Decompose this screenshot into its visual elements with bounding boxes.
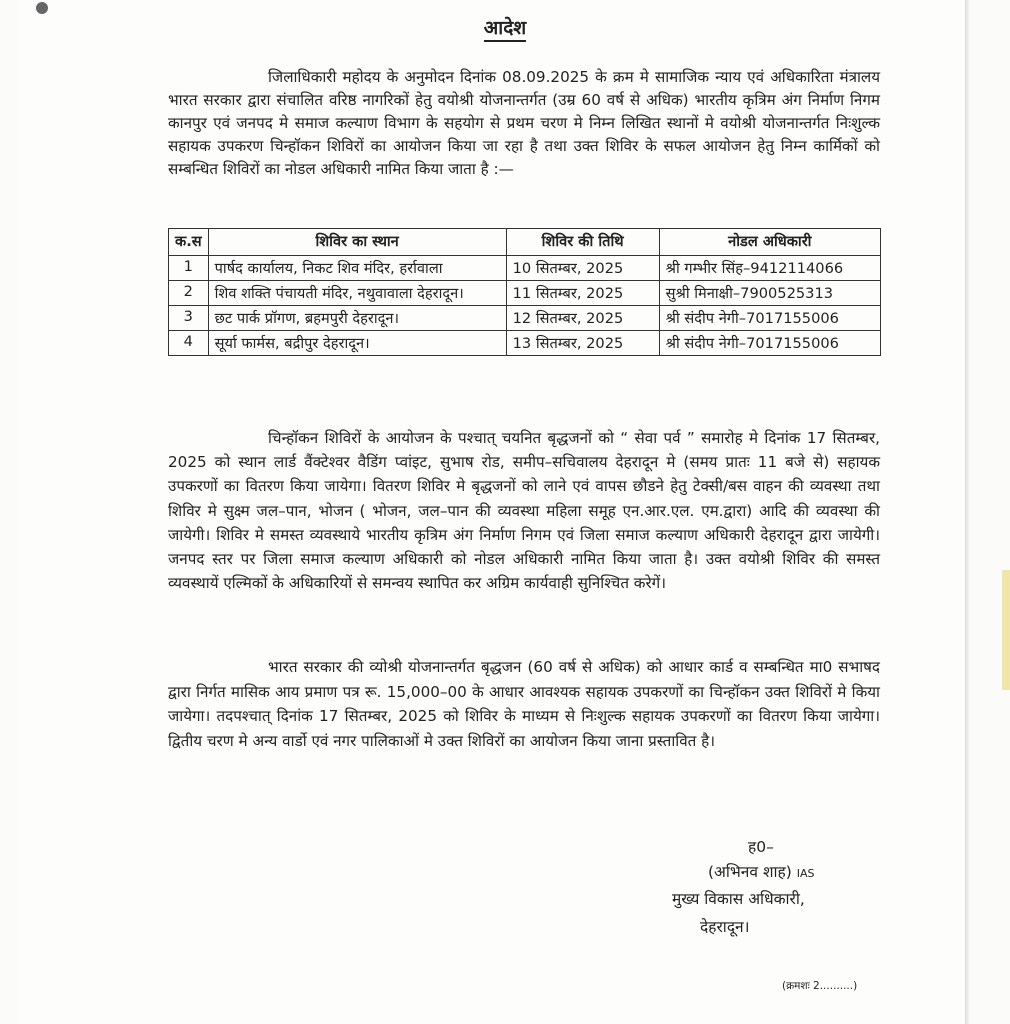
page-edge-shadow [965,0,969,1024]
signature-initial: ह0– [748,838,774,856]
table-row [169,331,881,356]
eligibility-paragraph: भारत सरकार की व्योश्री योजनान्तर्गत बृद्धजन (60 वर्ष से अधिक) को आधार कार्ड व सम्बन्धित मा0 सभाषद द्वारा निर्गत मासिक आय प्रमाण पत्र रू. 15,000–00 के आधार आवश्यक सहायक उपकरणों का चिन्हॉकन उक्त शिविरों मे किया जायेगा। तदपश्चात् दिनांक 17 सितम्बर, 2025 को शिविर के माध्यम से निःशुल्क सहायक उपकरणों का वितरण किया जायेगा। द्वितीय चरण मे अन्य वार्डो एवं नगर पालिकाओं मे उक्त शिविरों का आयोजन किया जाना प्रस्तावित है। [168,658,880,750]
signatory-designation: मुख्य विकास अधिकारी, [672,890,805,908]
cell-officer: श्री गम्भीर सिंह–9412114066 [659,256,880,281]
signatory-place: देहरादून। [700,918,750,936]
punch-hole-mark [36,2,48,14]
continuation-note: (क्रमशः 2..........) [782,980,858,992]
camp-schedule-table [168,228,881,356]
header-serial: क.स [169,229,209,256]
table-row [169,306,881,331]
signatory-suffix: IAS [796,867,815,880]
cell-serial: 4 [169,331,209,356]
signatory-name: (अभिनव शाह) IAS [708,863,815,881]
table-header-row [169,229,881,256]
cell-officer: सुश्री मिनाक्षी–7900525313 [659,281,880,306]
table-row [169,281,881,306]
cell-officer: श्री संदीप नेगी–7017155006 [659,331,880,356]
cell-serial: 3 [169,306,209,331]
cell-date: 11 सितम्बर, 2025 [506,281,659,306]
distribution-paragraph: चिन्हॉकन शिविरों के आयोजन के पश्चात् चयनित बृद्धजनों को “ सेवा पर्व ” समारोह मे दिनांक 17 सितम्बर, 2025 को स्थान लार्ड वैंक्टेश्वर वैडिंग प्वांइट, सुभाष रोड, समीप–सचिवालय देहरादून मे (समय प्रातः 11 बजे से) सहायक उपकरणों का वितरण किया जायेगा। वितरण शिविर मे बृद्धजनों को लाने एवं वापस छौडने हेतु टेक्सी/बस वाहन की व्यवस्था तथा शिविर मे सुक्ष्म जल–पान, भोजन ( भोजन, जल–पान की व्यवस्था महिला समूह एन.आर.एल. एम.द्वारा) आदि की व्यवस्था की जायेगी। शिविर मे समस्त व्यवस्थाये भारतीय कृत्रिम अंग निर्माण निगम एवं जिला समाज कल्याण अधिकारी देहरादून द्वारा जायेगी। जनपद स्तर पर जिला समाज कल्याण अधिकारी को नोडल अधिकारी नामित किया जाता है। उक्त वयोश्री शिविर की समस्त व्यवस्थायें एल्मिकों के अधिकारियों से समन्वय स्थापित कर अग्रिम कार्यवाही सुनिश्चित करेगें। [168,429,880,593]
cell-serial: 2 [169,281,209,306]
header-date: शिविर की तिथि [506,229,659,256]
cell-date: 13 सितम्बर, 2025 [506,331,659,356]
cell-serial: 1 [169,256,209,281]
header-place: शिविर का स्थान [208,229,506,256]
cell-place: सूर्या फार्मस, बद्रीपुर देहरादून। [208,331,506,356]
background-strip [1002,570,1010,690]
intro-paragraph: जिलाधिकारी महोदय के अनुमोदन दिनांक 08.09.2025 के क्रम मे सामाजिक न्याय एवं अधिकारिता मंत्रालय भारत सरकार द्वारा संचालित वरिष्ठ नागरिकों हेतु वयोश्री योजनान्तर्गत (उम्र 60 वर्ष से अधिक) भारतीय कृत्रिम अंग निर्माण निगम कानपुर एवं जनपद मे समाज कल्याण विभाग के सहयोग से प्रथम चरण मे निम्न लिखित स्थानों मे वयोश्री योजनान्तर्गत निःशुल्क सहायक उपकरण चिन्हॉकन शिविरों का आयोजन किया जा रहा है तथा उक्त शिविर के सफल आयोजन हेतु निम्न कार्मिकों को सम्बन्धित शिविरों का नोडल अधिकारी नामित किया जाता है :— [168,68,880,178]
cell-date: 10 सितम्बर, 2025 [506,256,659,281]
cell-officer: श्री संदीप नेगी–7017155006 [659,306,880,331]
cell-place: शिव शक्ति पंचायती मंदिर, नथुवावाला देहरादून। [208,281,506,306]
order-heading: आदेश [0,14,1010,40]
cell-place: छट पार्क प्रॉगण, ब्रहमपुरी देहरादून। [208,306,506,331]
cell-place: पार्षद कार्यालय, निकट शिव मंदिर, हर्रावाला [208,256,506,281]
cell-date: 12 सितम्बर, 2025 [506,306,659,331]
header-officer: नोडल अधिकारी [659,229,880,256]
table-row [169,256,881,281]
